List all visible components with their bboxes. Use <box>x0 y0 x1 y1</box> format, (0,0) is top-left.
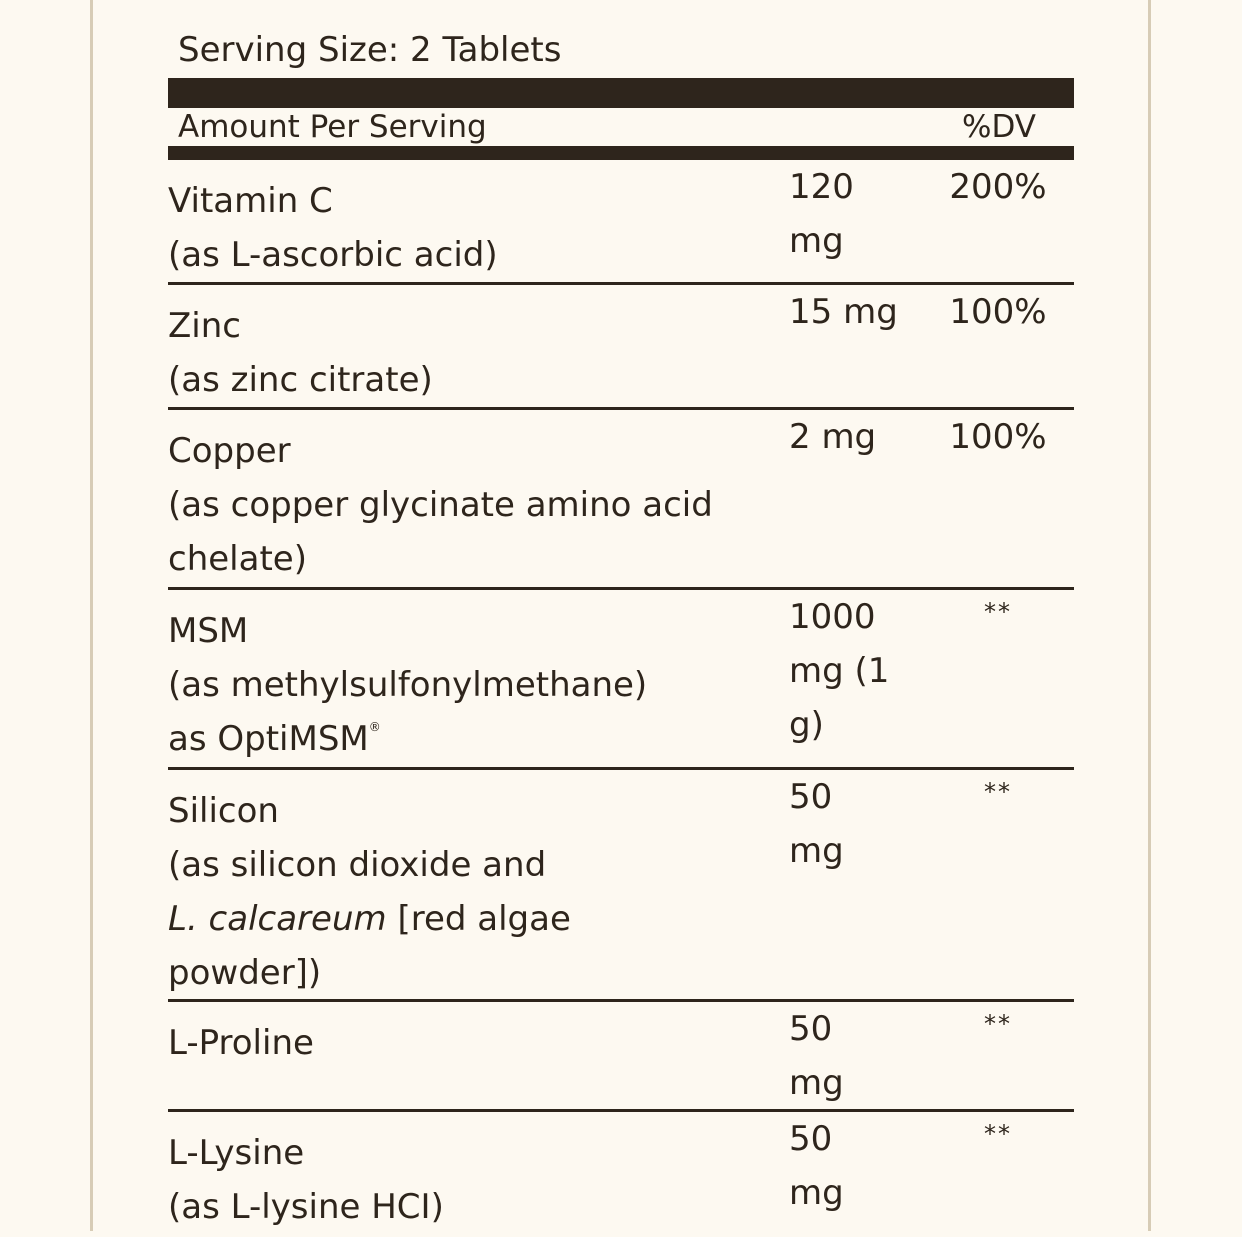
amount-line: 1000 <box>789 597 876 637</box>
nutrient-name-cell <box>168 174 778 282</box>
nutrient-source: (as L-lysine HCI) <box>168 1187 444 1227</box>
nutrient-dv: ** <box>984 778 1012 806</box>
registered-mark: ® <box>368 720 381 734</box>
nutrient-dv: ** <box>984 1120 1012 1148</box>
nutrient-amount <box>789 590 904 752</box>
amount-line: mg <box>789 1173 844 1213</box>
nutrient-dv: 100% <box>949 292 1047 332</box>
nutrient-source: [red algae <box>397 899 571 939</box>
nutrient-amount <box>789 1112 904 1220</box>
nutrient-source: chelate) <box>168 539 307 579</box>
serving-size: Serving Size: 2 Tablets <box>178 30 562 70</box>
nutrient-name-cell <box>168 1126 778 1234</box>
nutrient-source: as OptiMSM <box>168 719 369 759</box>
amount-line: 50 <box>789 1119 833 1159</box>
nutrient-name: Copper <box>168 431 291 471</box>
amount-line: 15 mg <box>789 292 898 332</box>
nutrient-source: (as methylsulfonylmethane) <box>168 665 648 705</box>
nutrient-source: (as L-ascorbic acid) <box>168 235 498 275</box>
nutrient-row-zinc <box>168 285 1074 410</box>
nutrient-name-cell <box>168 299 778 407</box>
nutrient-name: Silicon <box>168 791 279 831</box>
divider-thick <box>168 78 1074 108</box>
amount-per-serving-label: Amount Per Serving <box>178 109 487 145</box>
nutrient-name: L-Proline <box>168 1023 314 1063</box>
nutrient-amount <box>789 160 904 268</box>
frame-left-border <box>90 0 93 1231</box>
amount-line: mg <box>789 831 844 871</box>
nutrient-amount <box>789 285 904 339</box>
nutrient-row-copper <box>168 410 1074 590</box>
frame-right-border <box>1148 0 1151 1231</box>
nutrient-source-line <box>168 712 778 766</box>
nutrient-name: MSM <box>168 611 249 651</box>
nutrient-source-line <box>168 892 778 946</box>
nutrient-row-msm <box>168 590 1074 770</box>
amount-line: mg <box>789 221 844 261</box>
nutrient-name: Zinc <box>168 306 241 346</box>
nutrient-source: (as silicon dioxide and <box>168 845 547 885</box>
nutrient-name: L-Lysine <box>168 1133 305 1173</box>
nutrient-source: powder]) <box>168 953 322 993</box>
nutrient-row-silicon <box>168 770 1074 1002</box>
daily-value-label: %DV <box>962 109 1036 145</box>
nutrient-row-vitamin-c <box>168 160 1074 285</box>
species-name: L. calcareum <box>168 899 387 939</box>
amount-line: mg <box>789 1063 844 1103</box>
nutrient-name: Vitamin C <box>168 181 333 221</box>
nutrient-name-cell <box>168 604 778 766</box>
nutrient-amount <box>789 1002 904 1110</box>
table-header <box>168 108 1074 146</box>
nutrient-dv: ** <box>984 598 1012 626</box>
nutrient-amount <box>789 410 904 464</box>
nutrient-dv: 100% <box>949 417 1047 457</box>
nutrient-source: (as copper glycinate amino acid <box>168 485 713 525</box>
amount-line: g) <box>789 705 824 745</box>
nutrient-source: (as zinc citrate) <box>168 360 433 400</box>
nutrient-row-l-lysine <box>168 1112 1074 1237</box>
nutrient-amount <box>789 770 904 878</box>
divider-medium <box>168 146 1074 160</box>
nutrient-name-cell <box>168 784 778 1000</box>
amount-line: 2 mg <box>789 417 877 457</box>
nutrient-name-cell <box>168 424 778 586</box>
nutrient-name-cell <box>168 1016 778 1070</box>
nutrient-dv: ** <box>984 1010 1012 1038</box>
amount-line: 120 <box>789 167 854 207</box>
nutrient-row-l-proline <box>168 1002 1074 1112</box>
amount-line: 50 <box>789 777 833 817</box>
nutrient-dv: 200% <box>949 167 1047 207</box>
amount-line: 50 <box>789 1009 833 1049</box>
supplement-facts-panel <box>168 0 1074 1237</box>
amount-line: mg (1 <box>789 651 890 691</box>
